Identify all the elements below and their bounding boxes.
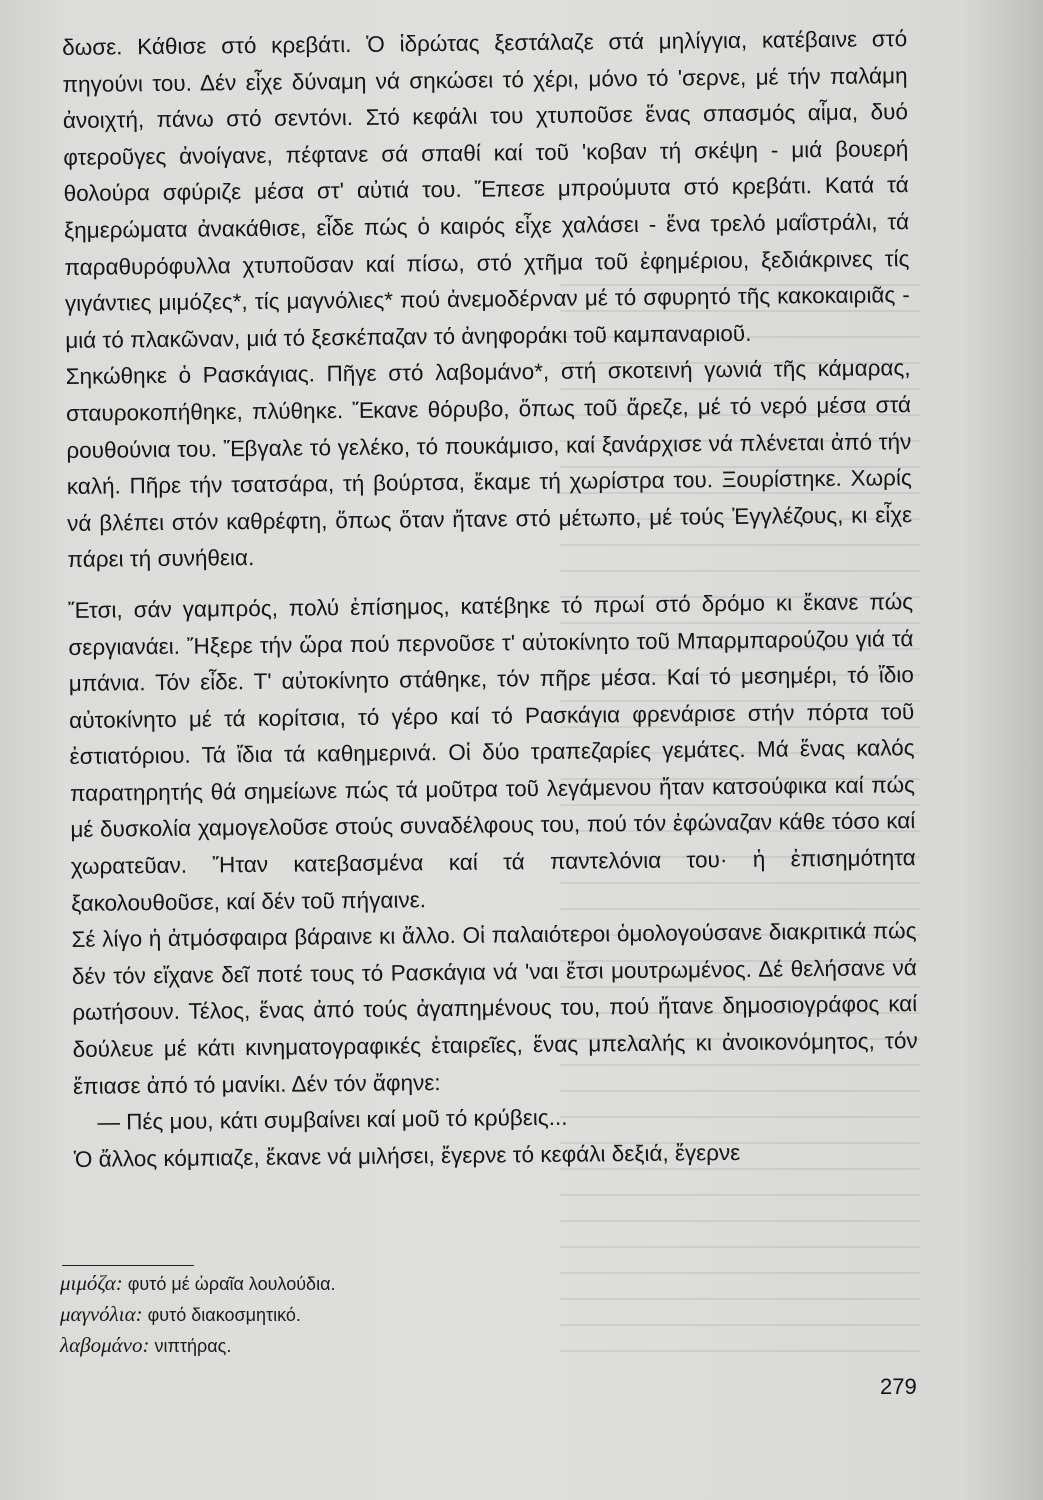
footnote-1 <box>60 1268 660 1299</box>
footnote-3 <box>60 1330 660 1361</box>
paragraph-1: δωσε. Κάθισε στό κρεβάτι. Ὁ ἱδρώτας ξεστάλαζε στά μηλίγγια, κατέβαινε στό πηγούνι του. Δέν εἶχε δύναμη νά σηκώσει τό χέρι, μόνο τό 'σερνε, μέ τήν παλάμη ἀνοιχτή, πάνω στό σεντόνι. Στό κεφάλι του χτυποῦσε ἕνας σπασμός αἷμα, δυό φτεροῦγες ἀνοίγανε, πέφτανε σά σπαθί καί τοῦ 'κοβαν τή σκέψη - μιά βουερή θολούρα σφύριζε μέσα στ' αὐτιά του. Ἔπεσε μπρούμυτα στό κρεβάτι. Κατά τά ξημερώματα ἀνακάθισε, εἶδε πώς ὁ καιρός εἶχε χαλάσει - ἕνα τρελό μαΐστράλι, τά παραθυρόφυλλα χτυποῦσαν καί πίσω, στό χτῆμα τοῦ ἐφημέριου, ξεδιάκρινες τίς γιγάντιες μιμόζες*, τίς μαγνόλιες* πού ἀνεμοδέρναν μέ τό σφυρητό τῆς κακοκαιριᾶς - μιά τό πλακῶναν, μιά τό ξεσκέπαζαν τό ἀνηφοράκι τοῦ καμπαναριοῦ. <box>62 26 910 353</box>
page-number: 279 <box>880 1374 917 1399</box>
paragraph-4: Σέ λίγο ἡ ἀτμόσφαιρα βάραινε κι ἄλλο. Οἱ παλαιότεροι ὁμολογούσανε διακριτικά πώς δέν τόν εἴχανε δεῖ ποτέ τους τό Ρασκάγια νά 'ναι ἔτσι μουτρωμένος. Δέ θελήσανε νά ρωτήσουν. Τέλος, ἕνας ἀπό τούς ἀγαπημένους του, πού ἤτανε δημοσιογράφος καί δούλευε μέ κάτι κινηματογραφικές ἑταιρεῖες, ἕνας μπελαλής κι ἀνοικονόμητος, τόν ἔπιασε ἀπό τό μανίκι. Δέν τόν ἄφηνε: <box>71 918 918 1099</box>
paragraph-2: Σηκώθηκε ὁ Ρασκάγιας. Πῆγε στό λαβομάνο*, στή σκοτεινή γωνιά τῆς κάμαρας, σταυροκοπήθηκε, πλύθηκε. Ἔκανε θόρυβο, ὅπως τοῦ ἄρεζε, μέ τό νερό μέσα στά ρουθούνια του. Ἔβγαλε τό γελέκο, τό πουκάμισο, καί ξανάρχισε νά πλένεται ἀπό τήν καλή. Πῆρε τήν τσατσάρα, τή βούρτσα, ἔκαμε τή χωρίστρα του. Ξουρίστηκε. Χωρίς νά βλέπει στόν καθρέφτη, ὅπως ὅταν ἤτανε στό μέτωπο, μέ τούς Ἐγγλέζους, κι εἶχε πάρει τή συνήθεια. <box>65 355 913 573</box>
footnote-term: μαγνόλια: <box>60 1302 143 1326</box>
footnote-definition: φυτό μέ ὡραῖα λουλούδια. <box>127 1274 336 1294</box>
paragraph-5-dialogue: — Πές μου, κάτι συμβαίνει καί μοῦ τό κρύβεις... <box>97 1104 568 1135</box>
footnote-term: μιμόζα: <box>60 1271 123 1295</box>
footnote-definition: νιπτήρας. <box>154 1336 232 1356</box>
footnote-divider <box>62 1265 194 1266</box>
footnote-definition: φυτό διακοσμητικό. <box>147 1305 301 1325</box>
paragraph-6: Ὁ ἄλλος κόμπιαζε, ἔκανε νά μιλήσει, ἔγερνε τό κεφάλι δεξιά, ἔγερνε <box>73 1139 741 1172</box>
footnote-term: λαβομάνο: <box>60 1333 150 1357</box>
footnotes <box>60 1268 660 1361</box>
footnote-2 <box>60 1299 660 1330</box>
body-text <box>62 21 919 1178</box>
paragraph-3: Ἔτσι, σάν γαμπρός, πολύ ἐπίσημος, κατέβηκε τό πρωί στό δρόμο κι ἔκανε πώς σεργιανάει. Ἤξερε τήν ὥρα πού περνοῦσε τ' αὐτοκίνητο τοῦ Μπαρμπαρούζου γιά τά μπάνια. Τόν εἶδε. Τ' αὐτοκίνητο στάθηκε, τόν πῆρε μέσα. Καί τό μεσημέρι, τό ἴδιο αὐτοκίνητο μέ τά κορίτσια, τό γέρο καί τό Ρασκάγια φρενάρισε στήν πόρτα τοῦ ἐστιατόριου. Τά ἴδια τά καθημερινά. Οἱ δύο τραπεζαρίες γεμάτες. Μά ἕνας καλός παρατηρητής θά σημείωνε πώς τά μοῦτρα τοῦ λεγάμενου ἤταν κατσούφικα καί πώς μέ δυσκολία χαμογελοῦσε στούς συναδέλφους του, πού τόν ἐφώναζαν κάθε τόσο καί χωρατεῦαν. Ἤταν κατεβασμένα καί τά παντελόνια του· ἡ ἐπισημότητα ξακολουθοῦσε, καί δέν τοῦ πήγαινε. <box>67 589 916 916</box>
